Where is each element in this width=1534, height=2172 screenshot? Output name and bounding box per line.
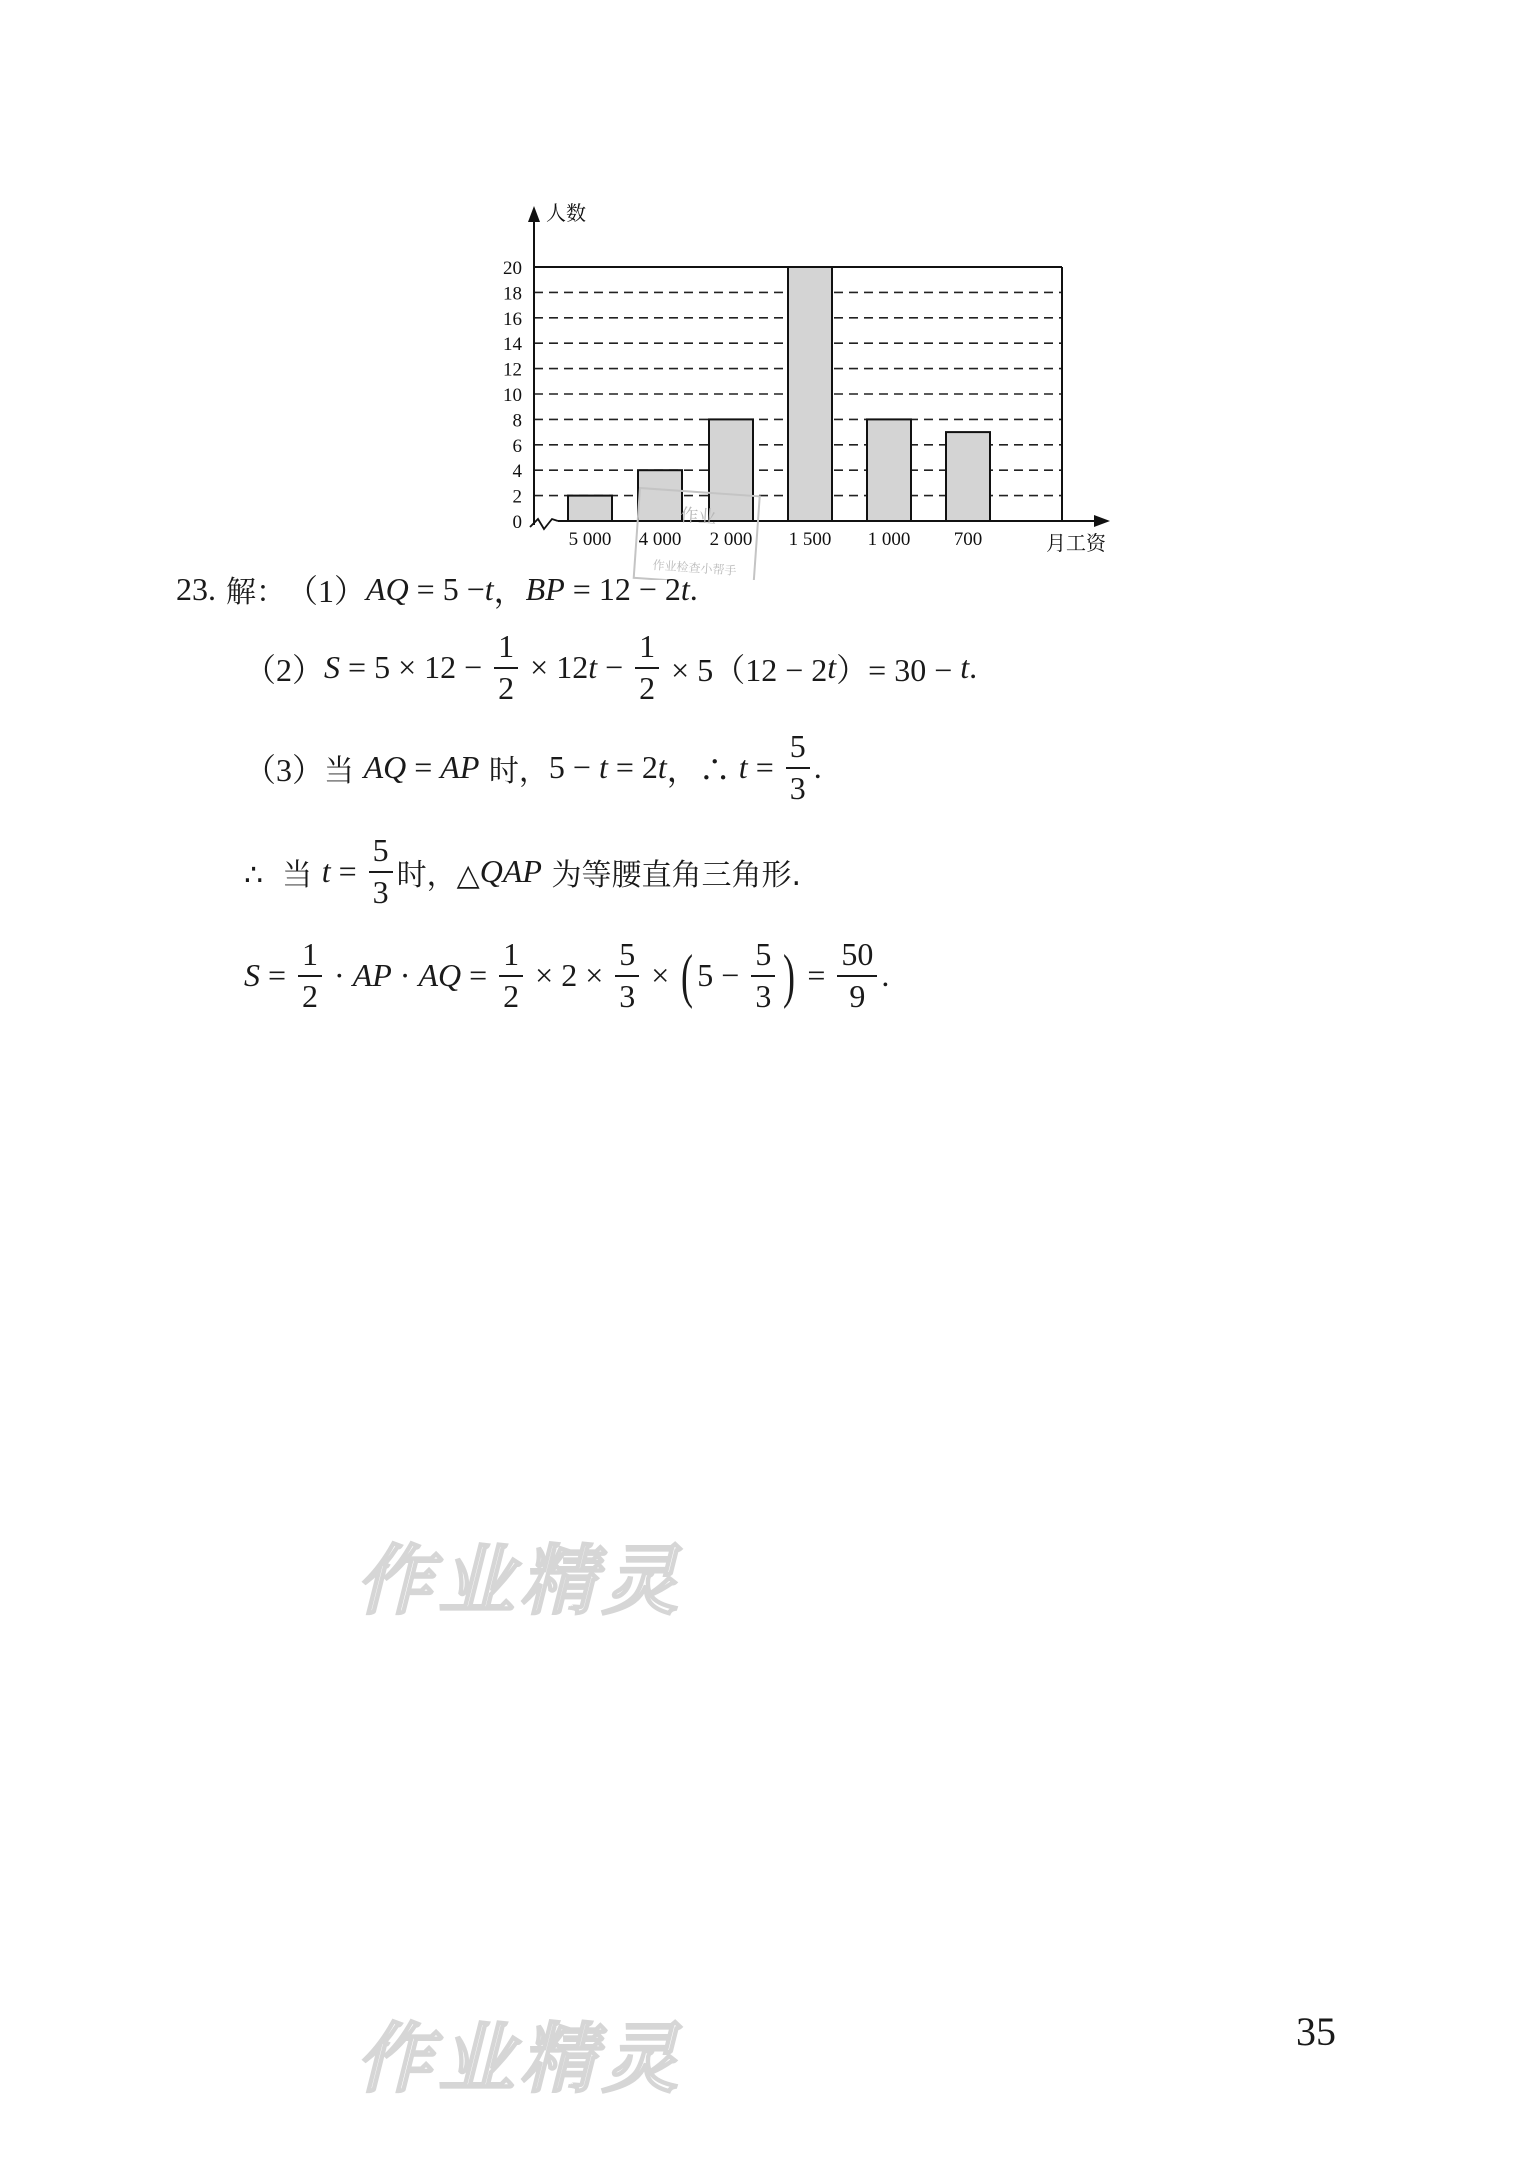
bar (709, 419, 753, 521)
part3-frac: $\frac{5}{3}$ (786, 730, 810, 805)
part2-t1: t (588, 649, 598, 686)
part3-c: ，∴ (666, 751, 739, 788)
part3-end: . (813, 749, 822, 786)
part3-shi: 时， (479, 753, 549, 789)
x-tick-label: 1 000 (867, 529, 911, 550)
area-eq-2: = (461, 957, 496, 994)
bar (867, 419, 911, 521)
bar (788, 267, 832, 521)
y-tick-label: 8 (512, 410, 522, 432)
salary-bar-chart (0, 0, 1534, 580)
x-axis-arrow (1094, 515, 1110, 527)
part3-b: = 2 (607, 749, 658, 786)
area-s: S (244, 957, 260, 994)
y-tick-label: 12 (503, 359, 522, 381)
solution-part1-line (176, 566, 698, 612)
part3-t2: t (657, 749, 667, 786)
y-axis-arrow (528, 206, 540, 222)
part1-label: （1） (286, 573, 367, 609)
part2-c: − (597, 649, 632, 686)
x-tick-label: 1 500 (788, 529, 832, 550)
x-tick-label: 700 (953, 529, 983, 550)
y-axis-title: 人数 (546, 201, 586, 225)
conclusion-eq: = (330, 853, 365, 890)
part1-eq-sign-2: = (564, 570, 599, 607)
part3-d: = (747, 749, 782, 786)
area-frac-1: $\frac{1}{2}$ (298, 938, 322, 1013)
y-tick-label: 10 (503, 385, 522, 406)
part3-aq: AQ (363, 749, 407, 786)
stamp-top-text: 作业 (679, 504, 717, 529)
area-frac-2: $\frac{1}{2}$ (499, 938, 523, 1013)
area-frac-5: $\frac{50}{9}$ (837, 938, 877, 1013)
part3-t3: t (738, 749, 748, 786)
problem-number: 23. (176, 570, 216, 607)
part3-eq: = (406, 749, 441, 786)
part3-when: 当 (324, 753, 364, 789)
solution-part3-line (244, 730, 822, 805)
solution-intro: 解： (226, 575, 286, 610)
area-ap: AP (352, 957, 392, 994)
y-tick-label: 4 (512, 461, 522, 483)
y-tick-label: 6 (512, 435, 522, 457)
x-tick-label: 2 000 (709, 529, 753, 550)
bar (638, 470, 682, 521)
area-aq: AQ (418, 957, 462, 994)
watermark-bottom: 作业精灵 (356, 2014, 684, 2103)
conclusion-qap: QAP (479, 853, 542, 890)
solution-part2-line (244, 630, 977, 705)
solution-conclusion-line (244, 834, 801, 909)
part1-aq-rhs: 5 − (442, 570, 485, 607)
watermark-middle: 作业精灵 (356, 1536, 684, 1625)
conclusion-therefore: ∴ 当 (244, 857, 322, 893)
part2-e: ）= 30 − (836, 651, 961, 688)
page-number: 35 (1296, 2009, 1336, 2054)
part3-ap: AP (440, 749, 480, 786)
part2-b: × 12 (522, 649, 589, 686)
y-tick-label: 14 (503, 334, 522, 356)
y-tick-label: 20 (503, 258, 522, 279)
part2-t3: t (960, 649, 970, 686)
solution-area-line (244, 938, 889, 1013)
area-left-paren: ( (681, 942, 694, 1009)
y-tick-label: 2 (512, 486, 522, 508)
area-eq: = (260, 957, 295, 994)
conclusion-frac: $\frac{5}{3}$ (369, 834, 393, 909)
x-axis-title: 月工资 (1046, 531, 1106, 555)
part1-aq-t: t (484, 570, 494, 607)
area-five: 5 − (697, 957, 748, 994)
y-tick-label: 16 (503, 308, 522, 330)
part2-label: （2） (244, 651, 325, 688)
conclusion-rest: 时，△ (396, 857, 480, 893)
part2-frac-1: $\frac{1}{2}$ (494, 630, 518, 705)
part2-a: = 5 × 12 − (340, 649, 491, 686)
area-end: . (881, 957, 890, 994)
conclusion-t: t (321, 853, 331, 890)
area-m1: × 2 × (527, 957, 612, 994)
part2-t2: t (827, 649, 837, 686)
area-frac-4: $\frac{5}{3}$ (751, 938, 775, 1013)
bar (946, 432, 990, 521)
part2-end: . (969, 649, 978, 686)
area-frac-3: $\frac{5}{3}$ (615, 938, 639, 1013)
area-dot-2: · (391, 957, 419, 994)
x-tick-label: 5 000 (568, 529, 612, 550)
part2-s: S (324, 649, 341, 686)
part1-sep: ， (493, 573, 526, 609)
y-tick-label: 0 (512, 512, 522, 533)
part3-t1: t (598, 749, 608, 786)
part3-label: （3） (244, 751, 325, 788)
part1-eq-sign: = (408, 570, 443, 607)
part1-bp-rhs: 12 − 2 (598, 570, 681, 607)
area-eq-3: = (799, 957, 834, 994)
part3-a: 5 − (548, 749, 599, 786)
part2-d: × 5（12 − 2 (663, 651, 828, 688)
part1-aq: AQ (366, 570, 409, 607)
bar (568, 496, 612, 521)
part2-frac-2: $\frac{1}{2}$ (635, 630, 659, 705)
area-right-paren: ) (783, 942, 796, 1009)
area-dot-1: · (326, 957, 353, 994)
area-m2: × (643, 957, 678, 994)
part1-bp: BP (525, 570, 565, 607)
conclusion-tail: 为等腰直角三角形. (541, 857, 801, 893)
y-tick-label: 18 (503, 283, 522, 305)
x-tick-label: 4 000 (638, 529, 682, 550)
part1-end: . (689, 570, 698, 607)
stamp-small-text: 作业检查小帮手 (652, 558, 737, 578)
part1-bp-t: t (680, 570, 690, 607)
